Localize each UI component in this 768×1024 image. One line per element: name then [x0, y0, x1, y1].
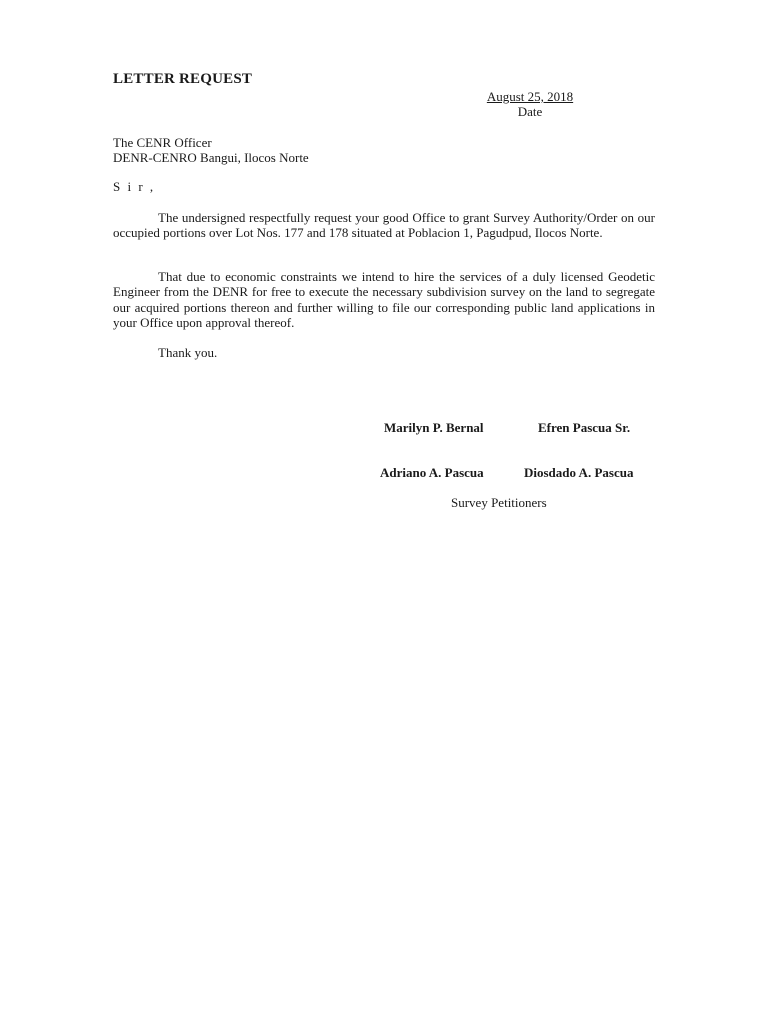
date-block — [440, 89, 620, 119]
signatory-name: Diosdado A. Pascua — [524, 465, 634, 480]
signatory-name: Adriano A. Pascua — [380, 465, 484, 480]
letter-title: LETTER REQUEST — [113, 71, 253, 87]
addressee-line-2: DENR-CENRO Bangui, Ilocos Norte — [113, 150, 309, 165]
signatory-name: Marilyn P. Bernal — [384, 420, 484, 435]
signatory-name: Efren Pascua Sr. — [538, 420, 631, 435]
signatories-caption: Survey Petitioners — [451, 495, 547, 510]
addressee — [113, 135, 309, 165]
date-value: August 25, 2018 — [486, 89, 574, 104]
salutation: S i r , — [113, 179, 156, 194]
closing: Thank you. — [158, 345, 218, 360]
date-label: Date — [517, 104, 543, 119]
addressee-line-1: The CENR Officer — [113, 135, 212, 150]
body-paragraph-1: The undersigned respectfully request your good Office to grant Survey Authority/Order on our occupied portions over Lot Nos. 177 and 178 situated at Poblacion 1, Pagudpud, Ilocos Norte. — [113, 210, 655, 241]
body-paragraph-2: That due to economic constraints we intend to hire the services of a duly licensed Geodetic Engineer from the DENR for free to execute the necessary subdivision survey on the land to segregate our acquired portions thereon and further willing to file our corresponding public land applications in your Office upon approval thereof. — [113, 269, 655, 330]
